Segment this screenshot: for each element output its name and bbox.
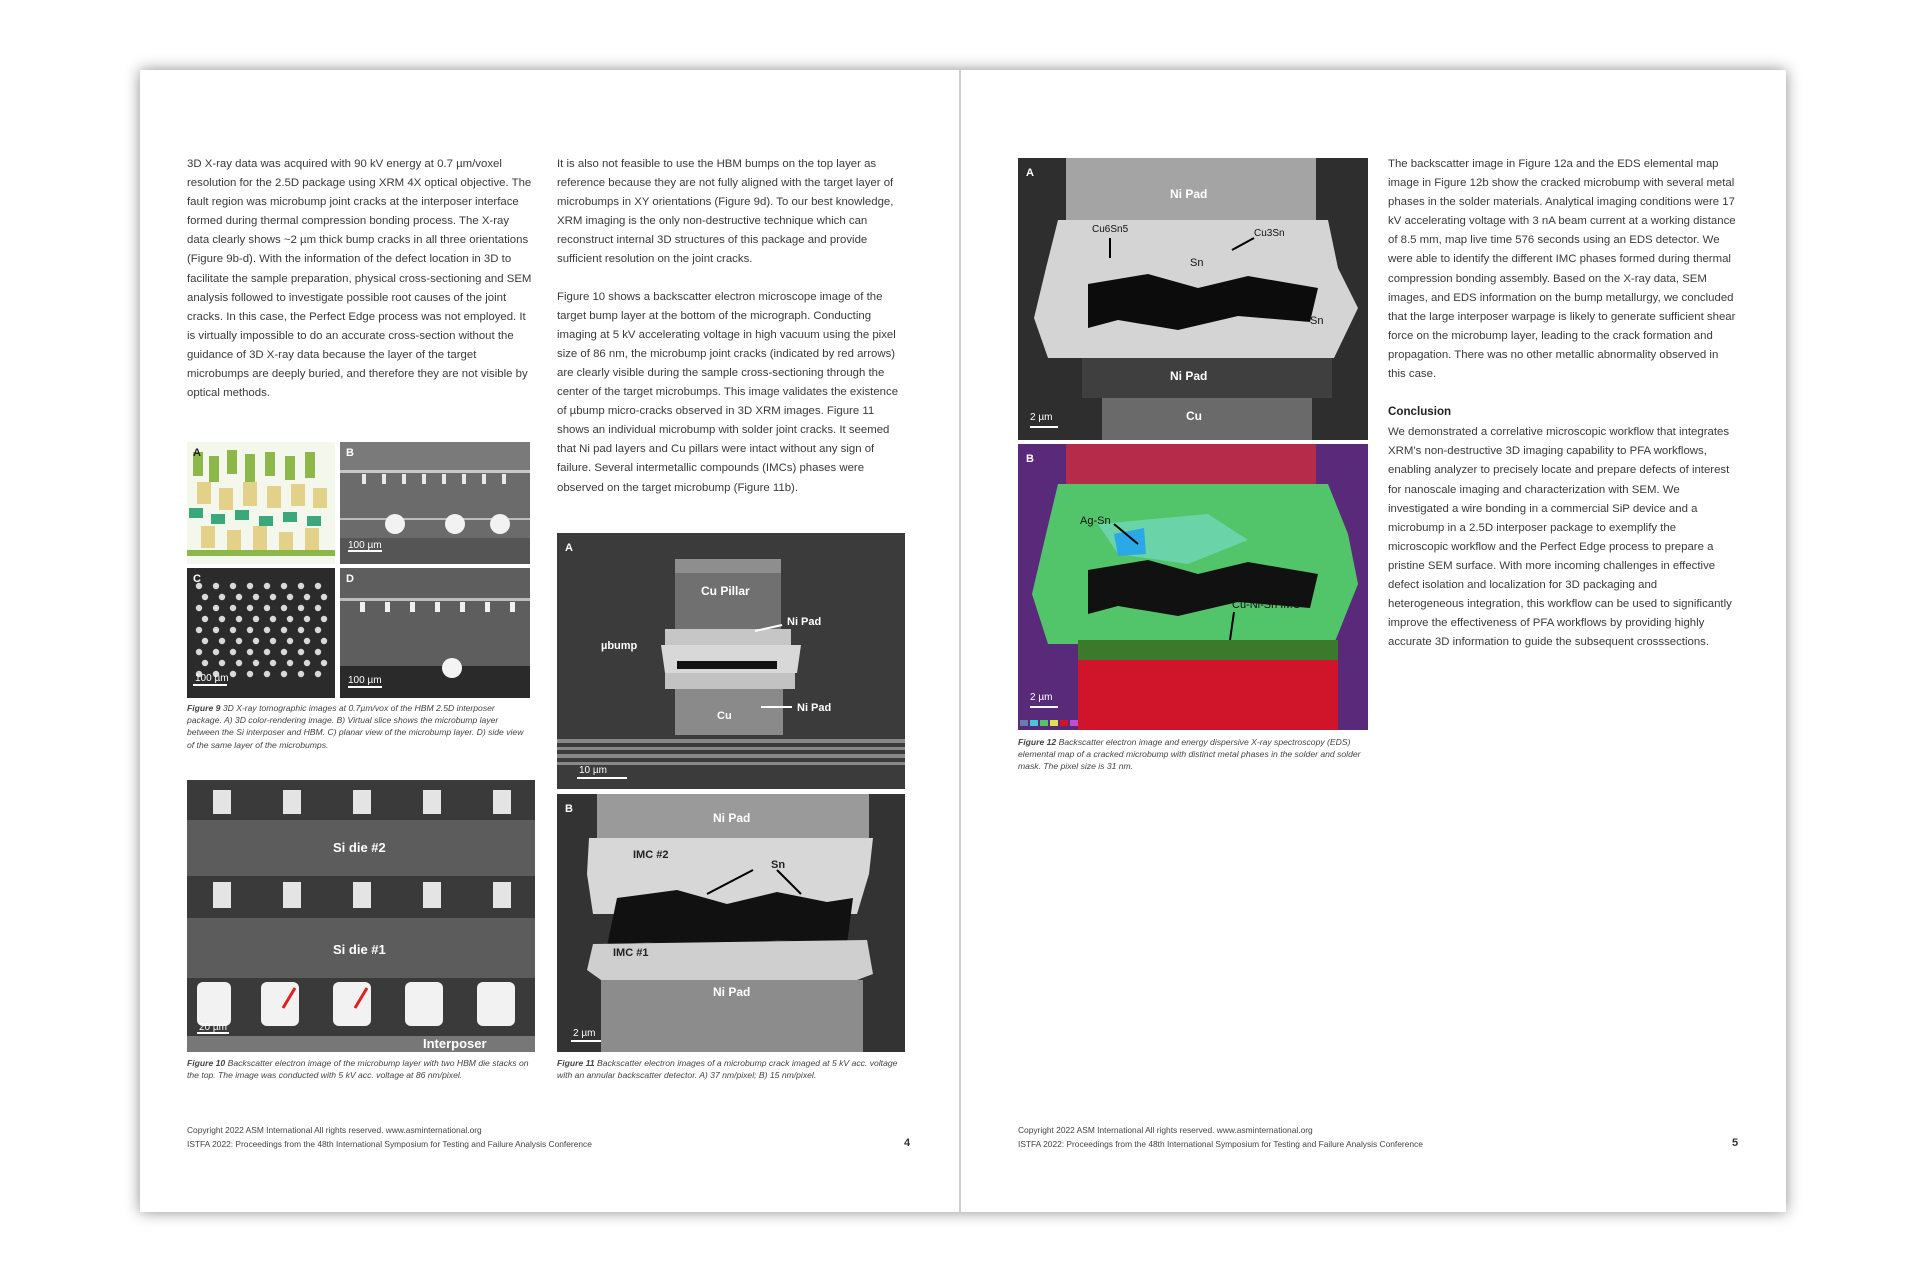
bump-dot [304,616,310,622]
bump-dot [247,583,253,589]
bump-dot [247,605,253,611]
body-paragraph: Figure 10 shows a backscatter electron microscope image of the target bump layer at the bottom of the micrograph. Conducting imaging at 5 kV accelerating voltage in high vacuum using the pixel size of 86 nm, the microbump joint cracks (indicated by red arrows) are clearly visible during the sample cross-sectioning through the center of the target microbumps. This image validates the existence of µbump micro-cracks observed in 3D XRM images. Figure 11 shows an individual microbump with solder joint cracks. It seemed that Ni pad layers and Cu pillars were intact without any sign of failure. Several intermetallic compounds (IMCs) phases were observed on the target microbump (Figure 11b). [557,290,899,494]
fig11-sn-label: Sn [771,859,786,871]
fig9-label-d: D [346,573,354,585]
bump-dot [321,594,327,600]
fig12-label-b: B [1026,453,1034,465]
bump-dot [253,660,259,666]
right-column [1388,155,1736,670]
bump-dot [321,660,327,666]
fig12-panel-b [1018,444,1368,730]
fig11-caption-label: Figure 11 [557,1058,595,1068]
bump-dot [270,660,276,666]
left-column-2 [557,155,902,516]
bump-dot [202,660,208,666]
fig11-scale-b: 2 µm [573,1028,596,1039]
fig12-label-a: A [1026,167,1034,179]
footer-proceedings: ISTFA 2022: Proceedings from the 48th International Symposium for Testing and Failure Analysis Conference [187,1139,592,1149]
fig9-label-c: C [193,573,201,585]
fig12-scale-a: 2 µm [1030,412,1053,423]
bump-dot [219,594,225,600]
fig11-label-b: B [565,803,573,815]
bump-dot [281,627,287,633]
fig11-ubump-label: µbump [601,640,638,652]
fig9-scale-b: 100 µm [348,540,382,551]
bump-dot [287,660,293,666]
bump-dot [287,638,293,644]
fig12-scale-b: 2 µm [1030,692,1053,703]
bump-dot [236,660,242,666]
fig11-ni-pad-top-label: Ni Pad [713,811,751,825]
fig11-ni-pad-label-1: Ni Pad [787,616,822,628]
bump-dot [253,594,259,600]
right-page-number: 5 [1732,1137,1739,1149]
fig12-ni-pad-top-label: Ni Pad [1170,187,1208,201]
bump-dot [298,627,304,633]
bump-dot [253,638,259,644]
bump-dot [202,638,208,644]
fig12-caption [1018,736,1370,773]
fig9-panel-a [187,442,335,564]
bump-render-graphic [187,442,335,564]
bump-dot [304,638,310,644]
left-page-number: 4 [904,1137,911,1149]
bump-dot [270,638,276,644]
fig12-cu-ni-sn-label: Cu-Ni-Sn IMC [1232,599,1301,611]
bump-dot [315,671,321,677]
fig10-caption [187,1057,535,1081]
fig11-imc1-label: IMC #1 [613,947,649,959]
fig9-panel-d [340,568,530,698]
bump-dot [281,649,287,655]
bump-dot [196,605,202,611]
bump-dot [304,660,310,666]
fig9-scale-d: 100 µm [348,675,382,686]
fig11-cu-pillar-label: Cu Pillar [701,584,750,598]
fig11-panel-a [557,533,905,789]
footer-proceedings: ISTFA 2022: Proceedings from the 48th International Symposium for Testing and Failure Analysis Conference [1018,1139,1423,1149]
fig11-caption [557,1057,905,1081]
bump-dot [247,649,253,655]
bump-dot [321,616,327,622]
fig11-caption-text: Backscatter electron images of a microbump crack imaged at 5 kV acc. voltage with an annular backscatter detector. A) 37 nm/pixel; B) 15 nm/pixel. [557,1058,898,1081]
bump-dot [213,605,219,611]
bump-dot [264,671,270,677]
fig9-caption [187,702,532,751]
fig11-panel-b [557,794,905,1052]
bump-dot [298,583,304,589]
bump-dot [202,594,208,600]
bump-dot [219,638,225,644]
fig9-panel-c [187,568,335,698]
conclusion-paragraph: We demonstrated a correlative microscopic workflow that integrates XRM’s non-destructive 3D imaging capability to PFA workflows, enabling analyzer to precisely locate and prepare defects of interest for nanoscale imaging and characterization with SEM. We investigated a wire bonding in a commercial SiP device and a microbump in a 2.5D interposer package to exemplify the microscopic workflow and the Perfect Edge process to prepare a pristine SEM surface. With more incoming challenges in effective defect isolation and localization for 3D packaging and heterogeneous integration, this workflow can be used to significantly improve the effectiveness of PFA workflows by providing highly accurate 3D information to guide the subsequent crosssections. [1388,426,1732,649]
bump-dot [264,627,270,633]
bump-dot [264,583,270,589]
bump-dot [230,627,236,633]
bump-dot [270,616,276,622]
fig12-ag-sn-label: Ag-Sn [1080,515,1111,527]
bump-dot [196,627,202,633]
bump-dot [213,583,219,589]
bump-dot [281,671,287,677]
fig10-caption-text: Backscatter electron image of the microbump layer with two HBM die stacks on the top. The image was conducted with 5 kV acc. voltage at 86 nm/pixel. [187,1058,529,1081]
fig9-scale-c: 100 µm [195,673,229,684]
fig9-caption-label: Figure 9 [187,703,221,713]
bump-dot [298,605,304,611]
bump-dot [236,594,242,600]
bump-dot [219,616,225,622]
left-column-1 [187,155,532,421]
conclusion-heading: Conclusion [1388,405,1452,419]
bump-dot [281,583,287,589]
bump-dot [298,671,304,677]
bump-dot [264,649,270,655]
bump-dot [219,660,225,666]
bump-dot [213,627,219,633]
fig10-interposer-label: Interposer [423,1036,487,1051]
fig9-caption-text: 3D X-ray tomographic images at 0.7µm/vox of the HBM 2.5D interposer package. A) 3D color-rendering image. B) Virtual slice shows the microbump layer between the Si interposer and HBM. C) planar view of the microbump layer. D) side view of the same layer of the microbumps. [187,703,524,750]
left-footer [187,1123,787,1151]
fig11-imc2-label: IMC #2 [633,849,669,861]
bump-dot [304,594,310,600]
right-footer [1018,1123,1618,1151]
body-paragraph: The backscatter image in Figure 12a and the EDS elemental map image in Figure 12b show the cracked microbump with several metal phases in the solder materials. Analytical imaging conditions were 17 kV accelerating voltage with 3 nA beam current at a working distance of 8.5 mm, map live time 576 seconds using an EDS detector. We were able to identify the different IMC phases formed during thermal compression bonding assembly. Based on the X-ray data, SEM images, and EDS information on the bump metallurgy, we concluded that the large interposer warpage is likely to generate sufficient shear force on the microbump layer, leading to the crack formation and propagation. There was no other metallic abnormality observed in this case. [1388,158,1736,381]
bump-dot [264,605,270,611]
fig12-panel-a [1018,158,1368,440]
fig9-label-a: A [193,447,201,459]
body-paragraph: It is also not feasible to use the HBM bumps on the top layer as reference because they are not fully aligned with the target layer of microbumps in XY orientations (Figure 9d). To our best knowledge, XRM imaging is the only non-destructive technique which can reconstruct internal 3D structures of this package and provide sufficient resolution on the joint cracks. [557,158,894,266]
fig10-scale: 20 µm [199,1022,227,1033]
bump-dot [230,649,236,655]
fig12-caption-label: Figure 12 [1018,737,1057,747]
page-gutter [959,70,961,1212]
bump-dot [287,616,293,622]
fig10-die1-label: Si die #1 [333,942,386,957]
bump-dot [253,616,259,622]
bump-dot [281,605,287,611]
bump-dot [202,616,208,622]
bump-dot [315,627,321,633]
body-paragraph: 3D X-ray data was acquired with 90 kV energy at 0.7 µm/voxel resolution for the 2.5D package using XRM 4X optical objective. The fault region was microbump joint cracks at the interposer interface formed during thermal compression bonding process. The X-ray data clearly shows ~2 µm thick bump cracks in all three orientations (Figure 9b-d). With the information of the defect location in 3D to facilitate the sample preparation, physical cross-sectioning and SEM analysis followed to investigate possible root causes of the joint cracks. In this case, the Perfect Edge process was not employed. It is virtually impossible to do an accurate cross-section without the guidance of 3D X-ray data because the layer of the target microbumps are deeply buried, and therefore they are not visible by optical methods. [187,158,532,400]
bump-dot [230,671,236,677]
fig12-ni-pad-bottom-label: Ni Pad [1170,369,1208,383]
fig12-sn-label-1: Sn [1190,257,1204,269]
fig12-cu3sn-label: Cu3Sn [1254,228,1285,239]
fig10-image [187,780,535,1052]
fig9-panel-b [340,442,530,564]
fig10-die2-label: Si die #2 [333,840,386,855]
footer-copyright: Copyright 2022 ASM International All rights reserved. www.asminternational.org [1018,1125,1313,1135]
bump-dot [287,594,293,600]
journal-spread [140,70,1786,1212]
fig12-sn-label-2: Sn [1310,315,1324,327]
bump-dot [236,616,242,622]
fig11-cu-label: Cu [717,710,732,722]
fig11-scale-a: 10 µm [579,765,607,776]
fig10-caption-label: Figure 10 [187,1058,226,1068]
fig11-label-a: A [565,542,573,554]
bump-dot [315,583,321,589]
fig12-cu6sn5-label: Cu6Sn5 [1092,224,1129,235]
bump-dot [236,638,242,644]
bump-dot [270,594,276,600]
bump-dot [298,649,304,655]
fig11-ni-pad-label-2: Ni Pad [797,702,832,714]
bump-dot [247,671,253,677]
bump-dot [315,649,321,655]
bump-dot [315,605,321,611]
fig12-cu-label: Cu [1186,409,1202,423]
bump-dot [230,605,236,611]
footer-copyright: Copyright 2022 ASM International All rights reserved. www.asminternational.org [187,1125,482,1135]
bump-dot [213,649,219,655]
bump-dot [321,638,327,644]
bump-dot [196,649,202,655]
fig12-caption-text: Backscatter electron image and energy dispersive X-ray spectroscopy (EDS) elemental map of a cracked microbump with distinct metal phases in the solder and solder mask. The pixel size is 31 nm. [1018,737,1361,772]
fig9-label-b: B [346,447,354,459]
bump-dot [230,583,236,589]
fig11-ni-pad-bottom-label: Ni Pad [713,985,751,999]
bump-dot [247,627,253,633]
